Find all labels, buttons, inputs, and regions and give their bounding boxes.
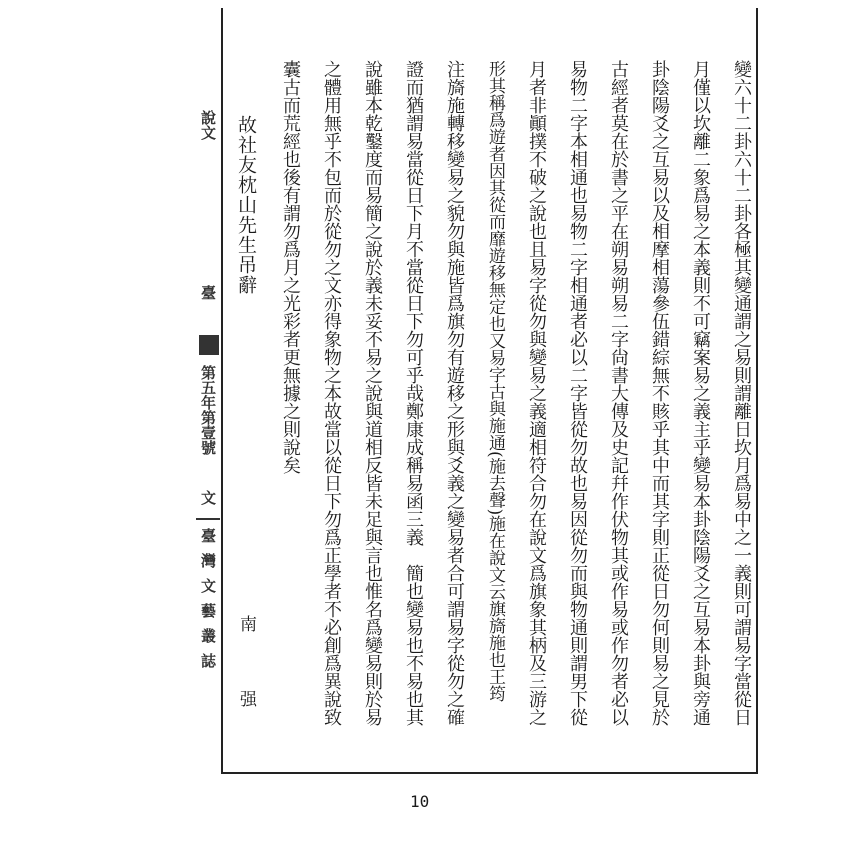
- frame-left-border: [221, 8, 223, 774]
- side-magazine-name: 臺灣文藝叢誌: [199, 528, 217, 678]
- author-name-1: 南: [236, 615, 256, 632]
- text-column: 月者非顚撲不破之說也且易字從勿與變易之義適相符合勿在說文爲旗象其柄及三游之: [526, 60, 547, 726]
- side-header-divider: [196, 518, 220, 520]
- text-column: 卦陰陽爻之互易以及相摩相蕩參伍錯綜無不賅乎其中而其字則正從日勿何則易之見於: [649, 60, 670, 726]
- text-column: 說雖本乾鑿度而易簡之說於義未妥不易之說與道相反皆未足與言也惟名爲變易則於易: [362, 60, 383, 726]
- text-column: 古經者莫在於書之平在朔易朔易二字尙書大傳及史記幷作伏物其或作易或作勿者必以: [608, 60, 629, 726]
- text-column: 形其稱爲遊者因其從而靡遊移無定也又易字古與施通(施去聲)施在說文云旗旖施也王筠: [485, 60, 505, 703]
- text-column: 之體用無乎不包而於從勿之文亦得象物之本故當以從日下勿爲正學者不必創爲異說致: [321, 60, 342, 726]
- page-number: 10: [410, 792, 430, 811]
- text-column: 注旖施轉移變易之貌勿與施皆爲旗勿有遊移之形與爻義之變易者合可謂易字從勿之確: [444, 60, 465, 726]
- author-name-2: 强: [236, 690, 256, 707]
- side-magazine-prefix: 臺: [199, 285, 217, 300]
- frame-bottom-border: [222, 772, 758, 774]
- side-section-label: 說文: [199, 110, 217, 140]
- side-header-ornament: [199, 335, 219, 355]
- text-column: 變六十二卦六十二卦各極其變通謂之易則謂離日坎月爲易中之一義則可謂易字當從日: [731, 60, 752, 726]
- text-column: 證而猶謂易當從日下月不當從日下勿可乎哉鄭康成稱易函三義 簡也變易也不易也其: [403, 60, 424, 726]
- next-article-title: 故社友枕山先生吊辭: [235, 115, 257, 295]
- text-column: 月僅以坎離二象爲易之本義則不可竊案易之義主乎變易本卦陰陽爻之互易本卦與旁通: [690, 60, 711, 726]
- text-column: 囊古而荒經也後有謂勿爲月之光彩者更無據之則說矣: [280, 60, 301, 474]
- text-column: 易物二字本相通也易物二字相通者必以二字皆從勿故也易因從勿而與物通則謂男下從: [567, 60, 588, 726]
- side-section-label-2: 文: [199, 490, 217, 505]
- side-issue-label: 第五年第壹號: [199, 365, 217, 455]
